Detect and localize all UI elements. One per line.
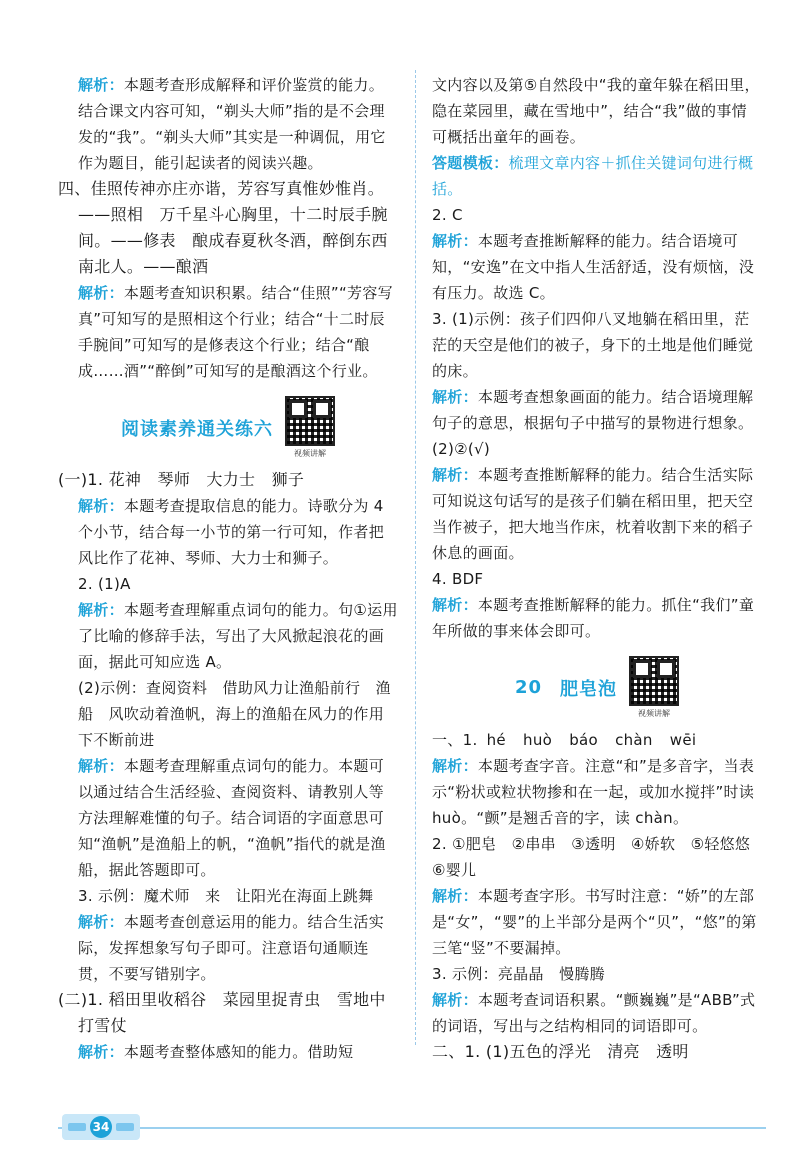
answer-four: 四、佳照传神亦庄亦谐，芳容写真惟妙惟肖。——照相 万千星斗心胸里，十二时辰手腕间。——修表 酿成春夏秋冬酒，醉倒东西南北人。——酿酒 [58,179,388,276]
answer-item: 2. (1)A [78,575,131,593]
qr-code-icon [285,396,335,446]
answer-item: (二)1. 稻田里收稻谷 菜园里捉青虫 雪地中打雪仗 [58,990,386,1035]
analysis-label: 解析： [78,913,124,931]
answer-item: 3. 示例：魔术师 来 让阳光在海面上跳舞 [78,887,374,905]
analysis-label: 解析： [78,1043,124,1061]
page-badge [62,1114,140,1140]
pinyin-item: chàn [615,731,653,749]
page-number: 34 [90,1116,112,1138]
analysis-paragraph: 解析：本题考查字音。注意“和”是多音字，当表示“粉状或粒状物掺和在一起，或加水搅拌”时读 huò。“颤”是翘舌音的字，读 chàn。 [432,757,755,827]
analysis-label: 解析： [432,232,478,250]
section-title: 阅读素养通关练六 [121,418,273,440]
pinyin-item: hé [486,731,506,749]
qr-code[interactable] [285,396,335,459]
analysis-label: 解析： [432,388,478,406]
analysis-paragraph: 解析：本题考查形成解释和评价鉴赏的能力。结合课文内容可知，“剃头大师”指的是不会理发的“我”。“剃头大师”其实是一种调侃，用它作为题目，能引起读者的阅读兴趣。 [78,76,386,172]
analysis-label: 解析： [78,76,124,94]
answer-item: (2)示例：查阅资料 借助风力让渔船前行 渔船 风吹动着渔帆，海上的渔船在风力的作用下不断前进 [78,679,391,749]
analysis-label: 解析： [432,991,478,1009]
analysis-label: 解析： [78,757,124,775]
analysis-label: 解析： [78,497,124,515]
right-column [432,72,766,1065]
analysis-paragraph: 解析：本题考查提取信息的能力。诗歌分为 4 个小节，结合每一小节的第一行可知，作者把风比作了花神、琴师、大力士和狮子。 [78,497,385,567]
lesson-number: 20 [514,677,543,698]
analysis-paragraph: 解析：本题考查整体感知的能力。借助短 [78,1043,354,1061]
analysis-label: 解析： [78,284,124,302]
analysis-paragraph: 解析：本题考查理解重点词句的能力。句①运用了比喻的修辞手法，写出了大风掀起浪花的画面，据此可知应选 A。 [78,601,398,671]
analysis-paragraph: 解析：本题考查推断解释的能力。结合生活实际可知说这句话写的是孩子们躺在稻田里，把天空当作被子，把大地当作床，枕着收割下来的稻子休息的画面。 [432,466,754,562]
qr-code[interactable] [629,656,679,719]
answer-item: 2. C [432,206,463,224]
column-divider [415,70,416,1045]
answer-item: 3. 示例：亮晶晶 慢腾腾 [432,965,605,983]
answer-item: 2. ①肥皂 ②串串 ③透明 ④娇软 ⑤轻悠悠 ⑥婴儿 [432,835,766,879]
left-column [58,72,398,1065]
analysis-label: 解析： [432,596,478,614]
answer-item: 3. (1)示例：孩子们四仰八叉地躺在稻田里，茫茫的天空是他们的被子，身下的土地是他们睡觉的床。 [432,310,754,380]
qr-caption: 视频讲解 [638,709,671,718]
analysis-label: 解析： [78,601,124,619]
lesson-title: 肥皂泡 [560,678,618,700]
analysis-paragraph: 解析：本题考查创意运用的能力。结合生活实际，发挥想象写句子即可。注意语句通顺连贯，不要写错别字。 [78,913,385,983]
analysis-label: 解析： [432,466,478,484]
section-header-lesson [432,656,762,719]
analysis-label: 解析： [432,757,478,775]
analysis-paragraph: 文内容以及第⑤自然段中“我的童年躲在稻田里，隐在菜园里，藏在雪地中”，结合“我”做的事情可概括出童年的画卷。 [432,76,760,146]
answer-item: 二、1. (1)五色的浮光 清亮 透明 [432,1042,689,1061]
pinyin-answer [432,727,762,753]
pinyin-item: huò [523,731,553,749]
analysis-paragraph: 解析：本题考查推断解释的能力。结合语境可知，“安逸”在文中指人生活舒适，没有烦恼，没有压力。故选 C。 [432,232,755,302]
answer-item: (一)1. 花神 琴师 大力士 狮子 [58,470,305,489]
qr-caption: 视频讲解 [294,449,326,458]
analysis-paragraph: 解析：本题考查词语积累。“颤巍巍”是“ABB”式的词语，写出与之结构相同的词语即可。 [432,991,756,1035]
analysis-label: 解析： [432,887,478,905]
badge-decoration [68,1123,86,1131]
badge-decoration [116,1123,134,1131]
pinyin-item: báo [569,731,598,749]
footer-rule [58,1127,766,1129]
pinyin-item: wēi [669,731,697,749]
answer-prefix: 一、1. [432,731,478,749]
qr-code-icon [629,656,679,706]
analysis-paragraph: 解析：本题考查推断解释的能力。抓住“我们”童年所做的事来体会即可。 [432,596,755,640]
analysis-label: 答题模板： [432,154,509,172]
analysis-paragraph: 解析：本题考查想象画面的能力。结合语境理解句子的意思，根据句子中描写的景物进行想象。 [432,388,754,432]
analysis-paragraph: 解析：本题考查知识积累。结合“佳照”“芳容写真”可知写的是照相这个行业；结合“十二时辰手腕间”可知写的是修表这个行业；结合“酿成……酒”“醉倒”可知写的是酿酒这个行业。 [78,284,393,380]
section-header-reading [58,396,398,459]
analysis-paragraph: 解析：本题考查理解重点词句的能力。本题可以通过结合生活经验、查阅资料、请教别人等方法理解难懂的句子。结合词语的字面意思可知“渔帆”是渔船上的帆，“渔帆”指代的就是渔船，据此答题即可。 [78,757,386,879]
answer-item: (2)②(√) [432,440,491,458]
answer-template: 答题模板：梳理文章内容＋抓住关键词句进行概括。 [432,154,754,198]
analysis-paragraph: 解析：本题考查字形。书写时注意：“娇”的左部是“女”，“婴”的上半部分是两个“贝”，“悠”的第三笔“竖”不要漏掉。 [432,887,757,957]
answer-item: 4. BDF [432,570,484,588]
